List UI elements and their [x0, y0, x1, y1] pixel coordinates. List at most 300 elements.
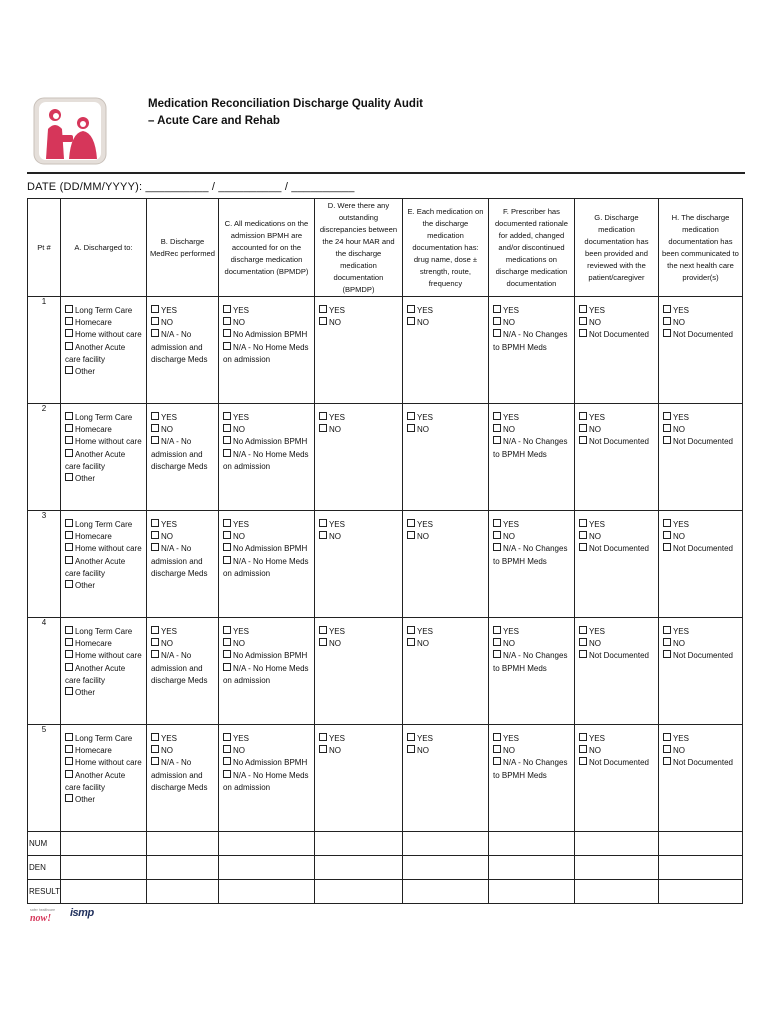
checkbox-option[interactable]: [65, 543, 143, 555]
checkbox-label: NO: [502, 532, 515, 542]
checkbox-option[interactable]: [407, 412, 485, 424]
checkbox-icon[interactable]: [65, 329, 73, 337]
checkbox-icon[interactable]: [493, 519, 501, 527]
checkbox-option[interactable]: [223, 638, 311, 650]
checkbox-icon[interactable]: [319, 638, 327, 646]
summary-cell-c[interactable]: [218, 856, 314, 880]
checkbox-option[interactable]: [223, 663, 311, 687]
checkbox-option[interactable]: [663, 531, 739, 543]
checkbox-icon[interactable]: [65, 745, 73, 753]
checkbox-option[interactable]: [65, 733, 143, 745]
summary-cell-h[interactable]: [658, 832, 742, 856]
checkbox-label: Long Term Care: [74, 306, 133, 315]
checkbox-icon[interactable]: [407, 531, 415, 539]
summary-cell-h[interactable]: [658, 856, 742, 880]
checkbox-icon[interactable]: [493, 412, 501, 420]
checkbox-icon[interactable]: [579, 305, 587, 313]
checkbox-icon[interactable]: [65, 733, 73, 741]
checkbox-icon[interactable]: [493, 543, 501, 551]
checkbox-icon[interactable]: [65, 317, 73, 325]
checkbox-icon[interactable]: [407, 519, 415, 527]
checkbox-icon[interactable]: [319, 424, 327, 432]
checkbox-option[interactable]: [493, 412, 571, 424]
checkbox-option[interactable]: [223, 626, 311, 638]
checkbox-icon[interactable]: [65, 687, 73, 695]
checkbox-option[interactable]: [65, 366, 143, 378]
checkbox-option[interactable]: [65, 342, 143, 366]
checkbox-option[interactable]: [579, 317, 655, 329]
checkbox-option[interactable]: [65, 436, 143, 448]
checkbox-option[interactable]: [663, 424, 739, 436]
checkbox-option[interactable]: [65, 519, 143, 531]
checkbox-option[interactable]: [663, 626, 739, 638]
summary-cell-c[interactable]: [218, 880, 314, 904]
summary-cell-h[interactable]: [658, 880, 742, 904]
summary-cell-g[interactable]: [574, 832, 658, 856]
summary-cell-b[interactable]: [146, 856, 218, 880]
checkbox-icon[interactable]: [151, 412, 159, 420]
checkbox-icon[interactable]: [663, 531, 671, 539]
checkbox-option[interactable]: [65, 770, 143, 794]
checkbox-icon[interactable]: [223, 650, 231, 658]
checkbox-icon[interactable]: [65, 412, 73, 420]
checkbox-icon[interactable]: [493, 531, 501, 539]
checkbox-icon[interactable]: [65, 366, 73, 374]
checkbox-option[interactable]: [65, 531, 143, 543]
checkbox-icon[interactable]: [65, 626, 73, 634]
checkbox-option[interactable]: [663, 317, 739, 329]
checkbox-icon[interactable]: [319, 305, 327, 313]
checkbox-option[interactable]: [319, 317, 399, 329]
checkbox-option[interactable]: [493, 650, 571, 674]
checkbox-option[interactable]: [223, 745, 311, 757]
checkbox-option[interactable]: [579, 745, 655, 757]
checkbox-icon[interactable]: [223, 519, 231, 527]
checkbox-icon[interactable]: [65, 519, 73, 527]
checkbox-option[interactable]: [151, 757, 215, 794]
audit-table: [27, 198, 743, 904]
checkbox-icon[interactable]: [223, 531, 231, 539]
checkbox-icon[interactable]: [319, 519, 327, 527]
checkbox-option[interactable]: [407, 305, 485, 317]
checkbox-icon[interactable]: [579, 733, 587, 741]
checkbox-option[interactable]: [151, 650, 215, 687]
checkbox-label: YES: [232, 306, 249, 315]
checkbox-icon[interactable]: [663, 543, 671, 551]
checkbox-icon[interactable]: [65, 757, 73, 765]
summary-cell-d[interactable]: [314, 856, 402, 880]
checkbox-icon[interactable]: [151, 329, 159, 337]
checkbox-option[interactable]: [407, 424, 485, 436]
checkbox-icon[interactable]: [223, 770, 231, 778]
checkbox-option[interactable]: [223, 770, 311, 794]
checkbox-label: No Admission BPMH: [232, 437, 308, 447]
checkbox-icon[interactable]: [65, 770, 73, 778]
summary-cell-b[interactable]: [146, 832, 218, 856]
checkbox-option[interactable]: [493, 733, 571, 745]
checkbox-option[interactable]: [223, 424, 311, 436]
checkbox-option[interactable]: [493, 519, 571, 531]
checkbox-icon[interactable]: [663, 329, 671, 337]
checkbox-option[interactable]: [579, 424, 655, 436]
checkbox-icon[interactable]: [223, 663, 231, 671]
checkbox-icon[interactable]: [65, 424, 73, 432]
checkbox-icon[interactable]: [579, 757, 587, 765]
summary-cell-b[interactable]: [146, 880, 218, 904]
checkbox-icon[interactable]: [65, 305, 73, 313]
checkbox-icon[interactable]: [579, 329, 587, 337]
checkbox-option[interactable]: [663, 329, 739, 341]
summary-cell-e[interactable]: [402, 880, 488, 904]
checkbox-option[interactable]: [407, 745, 485, 757]
summary-cell-a[interactable]: [60, 832, 146, 856]
checkbox-icon[interactable]: [65, 794, 73, 802]
checkbox-icon[interactable]: [493, 757, 501, 765]
checkbox-icon[interactable]: [223, 757, 231, 765]
checkbox-option[interactable]: [223, 757, 311, 769]
checkbox-icon[interactable]: [151, 317, 159, 325]
checkbox-icon[interactable]: [319, 412, 327, 420]
checkbox-icon[interactable]: [223, 543, 231, 551]
checkbox-option[interactable]: [151, 329, 215, 366]
cell-b: [146, 725, 218, 832]
checkbox-option[interactable]: [493, 757, 571, 781]
checkbox-option[interactable]: [223, 543, 311, 555]
checkbox-option[interactable]: [223, 342, 311, 366]
checkbox-option[interactable]: [579, 757, 655, 769]
checkbox-icon[interactable]: [151, 733, 159, 741]
checkbox-option[interactable]: [319, 626, 399, 638]
date-field[interactable]: DATE (DD/MM/YYYY): __________ / __________ / __________: [27, 181, 355, 193]
checkbox-icon[interactable]: [579, 543, 587, 551]
checkbox-icon[interactable]: [663, 757, 671, 765]
checkbox-icon[interactable]: [407, 424, 415, 432]
checkbox-icon[interactable]: [319, 745, 327, 753]
checkbox-icon[interactable]: [579, 436, 587, 444]
checkbox-option[interactable]: [579, 543, 655, 555]
checkbox-icon[interactable]: [223, 626, 231, 634]
checkbox-option[interactable]: [65, 650, 143, 662]
checkbox-icon[interactable]: [579, 745, 587, 753]
checkbox-icon[interactable]: [493, 745, 501, 753]
checkbox-option[interactable]: [579, 638, 655, 650]
checkbox-option[interactable]: [223, 650, 311, 662]
summary-cell-c[interactable]: [218, 832, 314, 856]
checkbox-option[interactable]: [65, 745, 143, 757]
checkbox-label: NO: [416, 425, 429, 435]
checkbox-label: N/A - No Changes to BPMH Meds: [492, 330, 568, 352]
checkbox-icon[interactable]: [407, 638, 415, 646]
checkbox-icon[interactable]: [223, 733, 231, 741]
checkbox-icon[interactable]: [663, 424, 671, 432]
checkbox-option[interactable]: [319, 519, 399, 531]
checkbox-icon[interactable]: [407, 733, 415, 741]
summary-cell-f[interactable]: [488, 880, 574, 904]
checkbox-option[interactable]: [65, 638, 143, 650]
checkbox-icon[interactable]: [151, 424, 159, 432]
checkbox-label: NO: [588, 532, 601, 542]
checkbox-icon[interactable]: [65, 580, 73, 588]
checkbox-icon[interactable]: [223, 317, 231, 325]
checkbox-icon[interactable]: [151, 531, 159, 539]
checkbox-option[interactable]: [663, 733, 739, 745]
checkbox-icon[interactable]: [65, 436, 73, 444]
checkbox-icon[interactable]: [151, 650, 159, 658]
checkbox-icon[interactable]: [151, 543, 159, 551]
checkbox-option[interactable]: [493, 436, 571, 460]
checkbox-option[interactable]: [663, 519, 739, 531]
checkbox-option[interactable]: [493, 424, 571, 436]
checkbox-icon[interactable]: [579, 650, 587, 658]
checkbox-icon[interactable]: [223, 424, 231, 432]
checkbox-option[interactable]: [319, 745, 399, 757]
checkbox-icon[interactable]: [151, 519, 159, 527]
checkbox-icon[interactable]: [223, 436, 231, 444]
cell-f: [488, 618, 574, 725]
checkbox-icon[interactable]: [65, 556, 73, 564]
checkbox-option[interactable]: [579, 650, 655, 662]
checkbox-option[interactable]: [407, 638, 485, 650]
checkbox-option[interactable]: [65, 626, 143, 638]
checkbox-option[interactable]: [579, 626, 655, 638]
checkbox-option[interactable]: [223, 449, 311, 473]
checkbox-option[interactable]: [319, 305, 399, 317]
checkbox-option[interactable]: [65, 412, 143, 424]
checkbox-option[interactable]: [65, 329, 143, 341]
checkbox-icon[interactable]: [65, 650, 73, 658]
checkbox-option[interactable]: [493, 543, 571, 567]
summary-cell-d[interactable]: [314, 880, 402, 904]
summary-cell-g[interactable]: [574, 856, 658, 880]
checkbox-option[interactable]: [65, 757, 143, 769]
patient-number: 4: [28, 618, 61, 725]
checkbox-label: Home without care: [74, 651, 142, 661]
checkbox-option[interactable]: [493, 329, 571, 353]
checkbox-icon[interactable]: [663, 317, 671, 325]
summary-cell-a[interactable]: [60, 880, 146, 904]
checkbox-option[interactable]: [493, 317, 571, 329]
checkbox-icon[interactable]: [407, 317, 415, 325]
checkbox-option[interactable]: [663, 305, 739, 317]
checkbox-icon[interactable]: [319, 626, 327, 634]
checkbox-label: YES: [672, 627, 689, 636]
checkbox-icon[interactable]: [65, 543, 73, 551]
checkbox-option[interactable]: [151, 412, 215, 424]
checkbox-option[interactable]: [65, 687, 143, 699]
checkbox-icon[interactable]: [223, 556, 231, 564]
checkbox-option[interactable]: [65, 663, 143, 687]
checkbox-option[interactable]: [319, 424, 399, 436]
checkbox-option[interactable]: [579, 733, 655, 745]
checkbox-icon[interactable]: [663, 650, 671, 658]
checkbox-option[interactable]: [663, 638, 739, 650]
checkbox-option[interactable]: [151, 424, 215, 436]
checkbox-option[interactable]: [493, 305, 571, 317]
checkbox-icon[interactable]: [65, 449, 73, 457]
checkbox-option[interactable]: [151, 317, 215, 329]
checkbox-option[interactable]: [493, 638, 571, 650]
cell-h: [658, 618, 742, 725]
checkbox-icon[interactable]: [493, 305, 501, 313]
checkbox-option[interactable]: [65, 556, 143, 580]
checkbox-option[interactable]: [223, 531, 311, 543]
checkbox-option[interactable]: [151, 626, 215, 638]
checkbox-label: YES: [328, 734, 345, 743]
checkbox-option[interactable]: [223, 733, 311, 745]
checkbox-icon[interactable]: [151, 757, 159, 765]
checkbox-option[interactable]: [407, 733, 485, 745]
checkbox-option[interactable]: [151, 305, 215, 317]
checkbox-icon[interactable]: [493, 626, 501, 634]
checkbox-option[interactable]: [65, 317, 143, 329]
checkbox-icon[interactable]: [223, 412, 231, 420]
checkbox-option[interactable]: [223, 556, 311, 580]
summary-cell-d[interactable]: [314, 832, 402, 856]
checkbox-option[interactable]: [319, 638, 399, 650]
checkbox-option[interactable]: [663, 745, 739, 757]
checkbox-icon[interactable]: [579, 626, 587, 634]
checkbox-icon[interactable]: [663, 436, 671, 444]
checkbox-icon[interactable]: [493, 638, 501, 646]
summary-cell-e[interactable]: [402, 856, 488, 880]
checkbox-option[interactable]: [151, 519, 215, 531]
checkbox-option[interactable]: [493, 745, 571, 757]
summary-cell-a[interactable]: [60, 856, 146, 880]
checkbox-icon[interactable]: [65, 531, 73, 539]
checkbox-icon[interactable]: [223, 329, 231, 337]
checkbox-option[interactable]: [151, 745, 215, 757]
checkbox-option[interactable]: [407, 626, 485, 638]
checkbox-icon[interactable]: [223, 745, 231, 753]
checkbox-icon[interactable]: [65, 663, 73, 671]
checkbox-option[interactable]: [223, 329, 311, 341]
checkbox-icon[interactable]: [663, 745, 671, 753]
checkbox-option[interactable]: [407, 531, 485, 543]
checkbox-option[interactable]: [65, 449, 143, 473]
checkbox-icon[interactable]: [407, 412, 415, 420]
checkbox-option[interactable]: [663, 650, 739, 662]
checkbox-option[interactable]: [663, 543, 739, 555]
checkbox-icon[interactable]: [407, 305, 415, 313]
checkbox-label: N/A - No admission and discharge Meds: [150, 437, 208, 471]
checkbox-icon[interactable]: [493, 317, 501, 325]
checkbox-icon[interactable]: [151, 626, 159, 634]
checkbox-option[interactable]: [65, 580, 143, 592]
checkbox-icon[interactable]: [493, 424, 501, 432]
checkbox-icon[interactable]: [663, 305, 671, 313]
checkbox-option[interactable]: [663, 412, 739, 424]
checkbox-option[interactable]: [493, 626, 571, 638]
checkbox-icon[interactable]: [493, 733, 501, 741]
checkbox-option[interactable]: [151, 436, 215, 473]
checkbox-option[interactable]: [223, 519, 311, 531]
checkbox-option[interactable]: [407, 519, 485, 531]
checkbox-icon[interactable]: [223, 305, 231, 313]
checkbox-option[interactable]: [151, 543, 215, 580]
summary-cell-g[interactable]: [574, 880, 658, 904]
table-row: [28, 618, 743, 725]
checkbox-option[interactable]: [151, 531, 215, 543]
checkbox-option[interactable]: [579, 519, 655, 531]
checkbox-icon[interactable]: [407, 745, 415, 753]
checkbox-icon[interactable]: [663, 733, 671, 741]
checkbox-option[interactable]: [579, 412, 655, 424]
checkbox-icon[interactable]: [493, 650, 501, 658]
checkbox-option[interactable]: [223, 412, 311, 424]
checkbox-label: NO: [588, 746, 601, 756]
checkbox-option[interactable]: [579, 436, 655, 448]
checkbox-icon[interactable]: [579, 519, 587, 527]
checkbox-icon[interactable]: [223, 449, 231, 457]
checkbox-icon[interactable]: [579, 638, 587, 646]
checkbox-icon[interactable]: [223, 638, 231, 646]
checkbox-option[interactable]: [65, 424, 143, 436]
checkbox-option[interactable]: [151, 638, 215, 650]
checkbox-option[interactable]: [65, 794, 143, 806]
checkbox-option[interactable]: [663, 757, 739, 769]
cell-f: [488, 297, 574, 404]
checkbox-option[interactable]: [493, 531, 571, 543]
svg-text:safer healthcare: safer healthcare: [30, 908, 56, 912]
checkbox-icon[interactable]: [151, 745, 159, 753]
checkbox-icon[interactable]: [151, 436, 159, 444]
checkbox-icon[interactable]: [65, 342, 73, 350]
checkbox-icon[interactable]: [579, 317, 587, 325]
checkbox-option[interactable]: [319, 531, 399, 543]
checkbox-label: NO: [588, 425, 601, 435]
checkbox-option[interactable]: [65, 473, 143, 485]
cell-d: [314, 725, 402, 832]
table-row: [28, 297, 743, 404]
checkbox-option[interactable]: [663, 436, 739, 448]
summary-cell-e[interactable]: [402, 832, 488, 856]
checkbox-icon[interactable]: [407, 626, 415, 634]
checkbox-icon[interactable]: [493, 329, 501, 337]
checkbox-icon[interactable]: [65, 473, 73, 481]
checkbox-option[interactable]: [65, 305, 143, 317]
checkbox-label: YES: [416, 520, 433, 529]
checkbox-option[interactable]: [319, 412, 399, 424]
checkbox-icon[interactable]: [319, 531, 327, 539]
checkbox-icon[interactable]: [151, 305, 159, 313]
checkbox-icon[interactable]: [663, 626, 671, 634]
summary-cell-f[interactable]: [488, 832, 574, 856]
checkbox-icon[interactable]: [319, 733, 327, 741]
checkbox-label: N/A - No Changes to BPMH Meds: [492, 437, 568, 459]
checkbox-option[interactable]: [223, 317, 311, 329]
checkbox-option[interactable]: [223, 436, 311, 448]
checkbox-icon[interactable]: [579, 412, 587, 420]
checkbox-option[interactable]: [579, 329, 655, 341]
checkbox-icon[interactable]: [579, 531, 587, 539]
checkbox-option[interactable]: [407, 317, 485, 329]
checkbox-option[interactable]: [151, 733, 215, 745]
checkbox-icon[interactable]: [663, 519, 671, 527]
checkbox-option[interactable]: [319, 733, 399, 745]
checkbox-icon[interactable]: [65, 638, 73, 646]
checkbox-icon[interactable]: [493, 436, 501, 444]
checkbox-option[interactable]: [579, 305, 655, 317]
checkbox-icon[interactable]: [663, 412, 671, 420]
checkbox-option[interactable]: [579, 531, 655, 543]
summary-cell-f[interactable]: [488, 856, 574, 880]
checkbox-icon[interactable]: [151, 638, 159, 646]
checkbox-icon[interactable]: [663, 638, 671, 646]
checkbox-icon[interactable]: [319, 317, 327, 325]
checkbox-icon[interactable]: [223, 342, 231, 350]
checkbox-icon[interactable]: [579, 424, 587, 432]
checkbox-option[interactable]: [223, 305, 311, 317]
